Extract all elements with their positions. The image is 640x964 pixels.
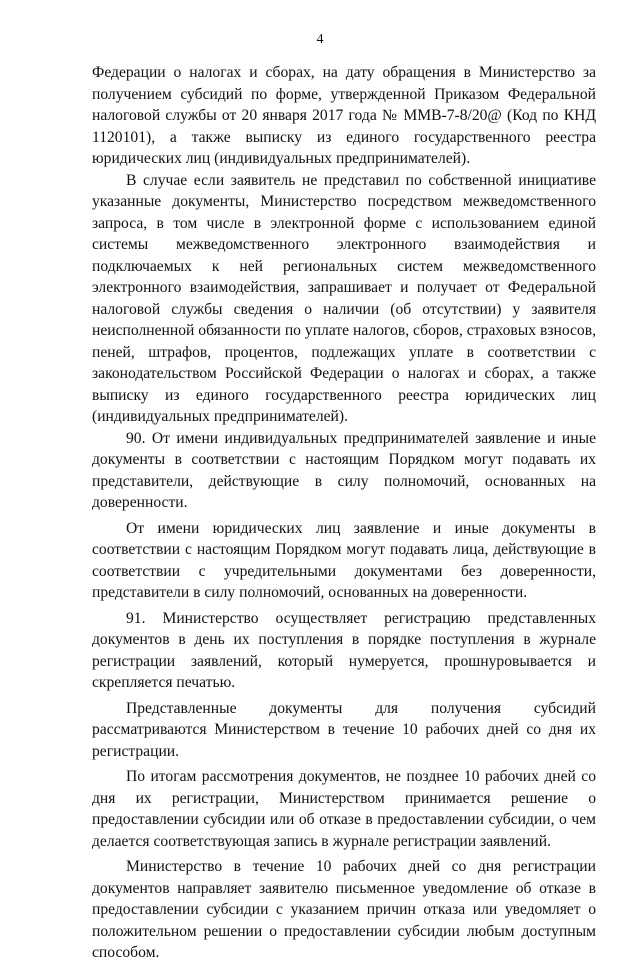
paragraph-legal-entities: От имени юридических лиц заявление и иные документы в соответствии с настоящим Порядком могут подавать лица, действующие в соответствии с учредительными документами без доверенности, представители в силу полномочий, основанных на доверенности.	[92, 519, 596, 601]
paragraph-interagency-request: В случае если заявитель не представил по собственной инициативе указанные документы, Министерство посредством межведомственного запроса, в том числе в электронной форме с использованием единой системы межведомственного электронного взаимодействия и подключаемых к ней региональных систем межведомственного электронного взаимодействия, запрашивает и получает от Федеральной налоговой службы сведения о наличии (об отсутствии) у заявителя неисполненной обязанности по уплате налогов, сборов, страховых взносов, пеней, штрафов, процентов, подлежащих уплате в соответствии с законодательством Российской Федерации о налогах и сборах, а также выписку из единого государственного реестра юридических лиц (индивидуальных предпринимателей).	[92, 171, 596, 425]
paragraph-item-90: 90. От имени индивидуальных предпринимателей заявление и иные документы в соответствии с настоящим Порядком могут подавать их представители, действующие в силу полномочий, основанных на доверенности.	[92, 429, 596, 511]
page-number: 4	[316, 32, 324, 47]
paragraph-decision: По итогам рассмотрения документов, не позднее 10 рабочих дней со дня их регистрации, Министерством принимается решение о предоставлении субсидии или об отказе в предоставлении субсидии, о чем делается соответствующая запись в журнале регистрации заявлений.	[92, 768, 596, 850]
paragraph-continuation: Федерации о налогах и сборах, на дату обращения в Министерство за получением субсидий по форме, утвержденной Приказом Федеральной налоговой службы от 20 января 2017 года № ММВ-7-8/20@ (Код по КНД 1120101), а также выписку из единого государственного реестра юридических лиц (индивидуальных предпринимателей).	[92, 64, 596, 167]
paragraph-notification: Министерство в течение 10 рабочих дней со дня регистрации документов направляет заявителю письменное уведомление об отказе в предоставлении субсидии с указанием причин отказа или уведомляет о положительном решении о предоставлении субсидии любым доступным способом.	[92, 858, 596, 961]
document-body	[92, 62, 596, 964]
paragraph-review-period: Представленные документы для получения субсидий рассматриваются Министерством в течение 10 рабочих дней со дня их регистрации.	[92, 699, 596, 760]
paragraph-item-91: 91. Министерство осуществляет регистрацию представленных документов в день их поступления в порядке поступления в журнале регистрации заявлений, который нумеруется, прошнуровывается и скрепляется печатью.	[92, 609, 596, 691]
